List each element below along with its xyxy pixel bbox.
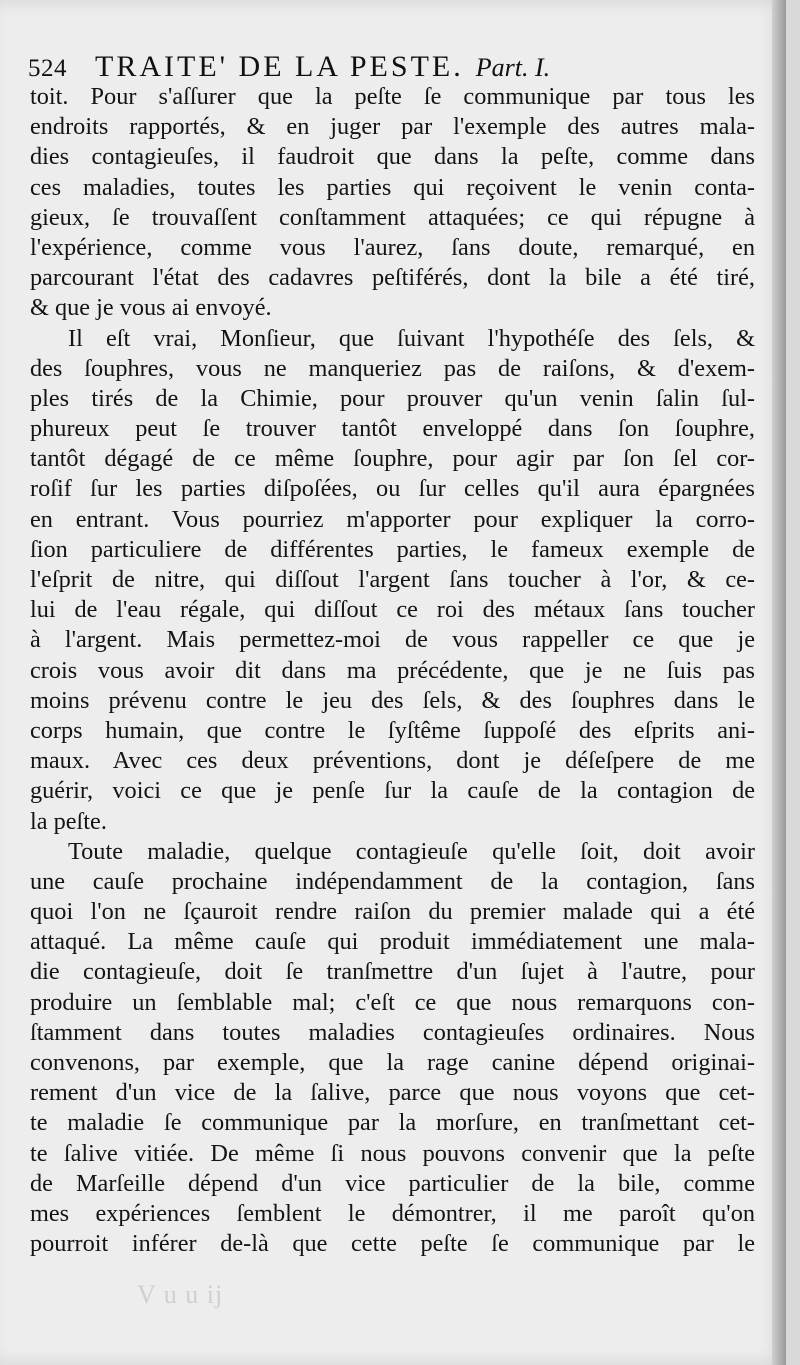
text-line: des ſouphres, vous ne manqueriez pas de raiſons, & d'exem-: [30, 354, 755, 382]
text-line: & que je vous ai envoyé.: [30, 294, 272, 322]
text-line: ces maladies, toutes les parties qui reçoivent le venin conta-: [30, 173, 755, 201]
page-edge-shadow: [772, 0, 786, 1365]
text-line: moins prévenu contre le jeu des ſels, & des ſouphres dans le: [30, 686, 755, 714]
text-line: guérir, voici ce que je penſe ſur la cauſe de la contagion de: [30, 777, 755, 805]
body-text: [30, 82, 755, 1259]
text-line: une cauſe prochaine indépendamment de la contagion, ſans: [30, 867, 755, 895]
text-line: l'eſprit de nitre, qui diſſout l'argent ſans toucher à l'or, & ce-: [30, 566, 755, 593]
text-line: tantôt dégagé de ce même ſouphre, pour agir par ſon ſel cor-: [30, 445, 755, 473]
text-line: te maladie ſe communique par la morſure, en tranſmettant cet-: [30, 1109, 755, 1137]
text-line: la peſte.: [30, 807, 107, 835]
page-number: 524: [28, 55, 67, 82]
text-line: te ſalive vitiée. De même ſi nous pouvons convenir que la peſte: [30, 1139, 755, 1167]
text-line: corps humain, que contre le ſyſtême ſuppoſé des eſprits ani-: [30, 716, 755, 744]
text-line: gieux, ſe trouvaſſent conſtamment attaquées; ce qui répugne à: [30, 203, 755, 231]
text-line: ſion particuliere de différentes parties, le fameux exemple de: [30, 535, 755, 563]
text-line: l'expérience, comme vous l'aurez, ſans doute, remarqué, en: [30, 233, 755, 261]
text-line: à l'argent. Mais permettez-moi de vous rappeller ce que je: [30, 626, 755, 654]
text-line: convenons, par exemple, que la rage canine dépend originai-: [30, 1049, 755, 1076]
text-line: ples tirés de la Chimie, pour prouver qu'un venin ſalin ſul-: [30, 384, 755, 412]
text-line: attaqué. La même cauſe qui produit immédiatement une mala-: [30, 928, 755, 956]
text-line: en entrant. Vous pourriez m'apporter pour expliquer la corro-: [30, 505, 755, 533]
text-line: mes expériences ſemblent le démontrer, il me paroît qu'on: [30, 1199, 755, 1227]
text-line: Toute maladie, quelque contagieuſe qu'elle ſoit, doit avoir: [68, 837, 755, 865]
part-label: Part. I.: [475, 53, 551, 82]
text-line: produire un ſemblable mal; c'eſt ce que nous remarquons con-: [30, 988, 755, 1016]
text-line: pourroit inférer de-là que cette peſte ſe communique par le: [30, 1230, 755, 1258]
text-line: toit. Pour s'aſſurer que la peſte ſe communique par tous les: [30, 83, 755, 110]
text-line: Il eſt vrai, Monſieur, que ſuivant l'hypothéſe des ſels, &: [68, 324, 755, 352]
text-line: roſif ſur les parties diſpoſées, ou ſur celles qu'il aura épargnées: [30, 475, 755, 503]
text-line: maux. Avec ces deux préventions, dont je déſeſpere de me: [30, 747, 755, 775]
running-title: TRAITE' DE LA PESTE.: [95, 50, 464, 83]
text-line: de Marſeille dépend d'un vice particulier de la bile, comme: [30, 1169, 755, 1197]
text-line: parcourant l'état des cadavres peſtiférés, dont la bile a été tiré,: [30, 264, 755, 292]
text-line: phureux peut ſe trouver tantôt enveloppé dans ſon ſouphre,: [30, 415, 755, 443]
text-line: crois vous avoir dit dans ma précédente, que je ne ſuis pas: [30, 656, 755, 684]
text-line: ſtamment dans toutes maladies contagieuſes ordinaires. Nous: [30, 1018, 755, 1046]
signature-mark: V u u ij: [137, 1280, 224, 1309]
text-line: quoi l'on ne ſçauroit rendre raiſon du premier malade qui a été: [30, 898, 755, 926]
text-line: dies contagieuſes, il faudroit que dans la peſte, comme dans: [30, 143, 755, 171]
text-line: endroits rapportés, & en juger par l'exemple des autres mala-: [30, 113, 755, 141]
text-line: lui de l'eau régale, qui diſſout ce roi des métaux ſans toucher: [30, 596, 755, 624]
text-line: die contagieuſe, doit ſe tranſmettre d'un ſujet à l'autre, pour: [30, 958, 755, 986]
text-line: rement d'un vice de la ſalive, parce que nous voyons que cet-: [30, 1079, 755, 1107]
